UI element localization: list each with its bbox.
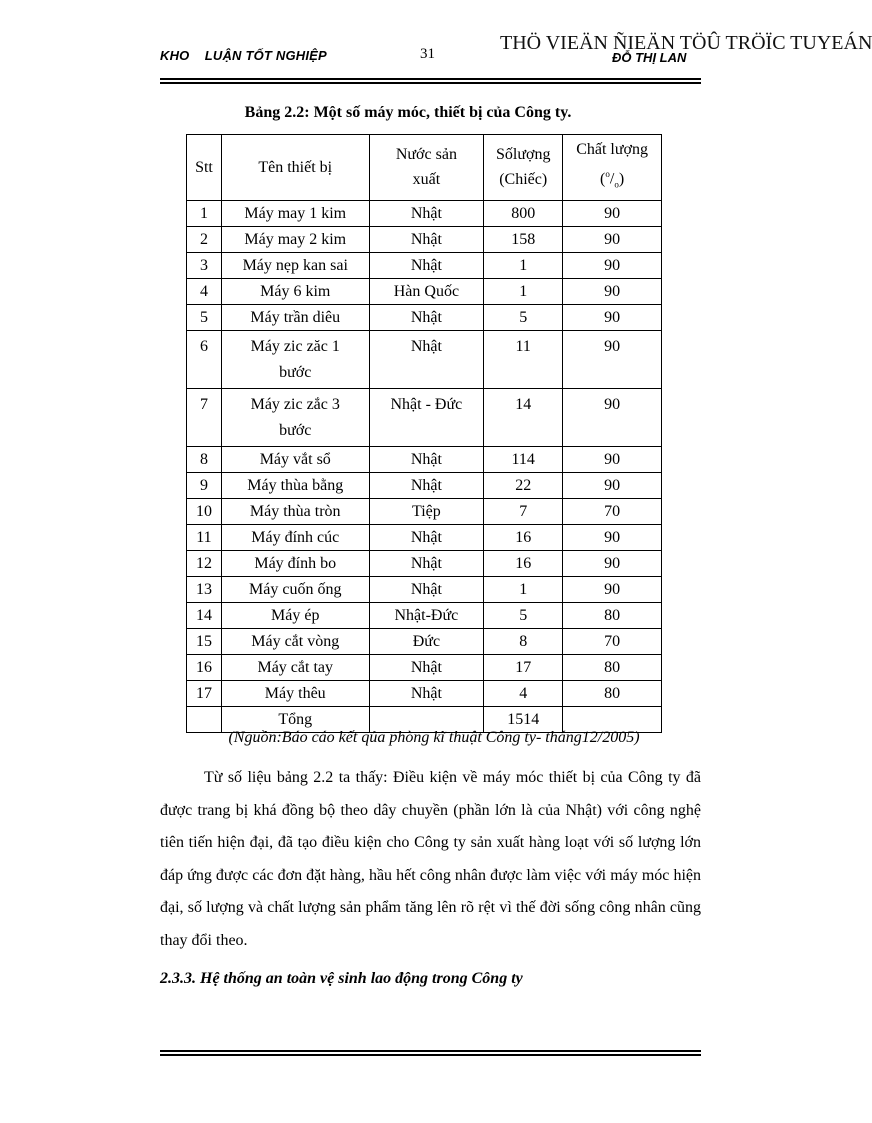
table-row: 8 Máy vắt sổ Nhật 114 90 xyxy=(187,446,662,472)
header-origin: Nước sản xuất xyxy=(369,135,484,201)
body-paragraph: Từ số liệu bảng 2.2 ta thấy: Điều kiện về máy móc thiết bị của Công ty đã được trang bị khá đồng bộ theo dây chuyền (phần lớn là của Nhật) với công nghệ tiên tiến hiện đại, đã tạo điều kiện cho Công ty sản xuất hàng loạt với số lượng lớn đáp ứng được các đơn đặt hàng, hầu hết công nhân được làm việc với máy móc hiện đại, số lượng và chất lượng sản phẩm tăng lên rõ rệt vì thế đời sống công nhân cũng thay đổi theo. xyxy=(160,769,701,949)
header-equipment-name: Tên thiết bị xyxy=(221,135,369,201)
table-caption: Bảng 2.2: Một số máy móc, thiết bị của Công ty. xyxy=(244,104,572,121)
table-row: 3 Máy nẹp kan sai Nhật 1 90 xyxy=(187,252,662,278)
table-header-row xyxy=(187,135,662,201)
section-heading: 2.3.3. Hệ thống an toàn vệ sinh lao động trong Công ty xyxy=(160,970,523,987)
header-thesis-title: KHO LUẬN TỐT NGHIỆP xyxy=(160,48,327,63)
page-number: 31 xyxy=(420,46,435,62)
table-source-note: (Nguồn:Báo cáo kết qủa phòng kĩ thuật Công ty- tháng12/2005) xyxy=(228,729,640,746)
table-row: 17 Máy thêu Nhật 4 80 xyxy=(187,680,662,706)
table-row: 9 Máy thùa bằng Nhật 22 90 xyxy=(187,472,662,498)
header-stt: Stt xyxy=(187,135,222,201)
table-row: 6 Máy zic zăc 1 bước Nhật 11 90 xyxy=(187,330,662,388)
table-row: 1 Máy may 1 kim Nhật 800 90 xyxy=(187,200,662,226)
library-watermark: THÖ VIEÄN ÑIEÄN TÖÛ TRÖÏC TUYEÁN xyxy=(500,32,872,54)
table-row: 7 Máy zic zắc 3 bước Nhật - Đức 14 90 xyxy=(187,388,662,446)
table-row: 12 Máy đính bo Nhật 16 90 xyxy=(187,550,662,576)
table-row: 4 Máy 6 kim Hàn Quốc 1 90 xyxy=(187,278,662,304)
table-total-row: Tổng 1514 xyxy=(187,706,662,732)
table-row: 15 Máy cắt vòng Đức 8 70 xyxy=(187,628,662,654)
equipment-table xyxy=(186,134,662,733)
header-author: ĐỖ THỊ LAN xyxy=(612,50,687,65)
table-row: 10 Máy thùa tròn Tiệp 7 70 xyxy=(187,498,662,524)
table-row: 16 Máy cắt tay Nhật 17 80 xyxy=(187,654,662,680)
table-row: 2 Máy may 2 kim Nhật 158 90 xyxy=(187,226,662,252)
table-row: 14 Máy ép Nhật-Đức 5 80 xyxy=(187,602,662,628)
header-quality: Chất lượng $(^o/_o)$ xyxy=(563,135,662,201)
header-quantity: Sốlượng (Chiếc) xyxy=(484,135,563,201)
table-row: 11 Máy đính cúc Nhật 16 90 xyxy=(187,524,662,550)
footer-rule xyxy=(160,1050,701,1056)
table-row: 13 Máy cuốn ống Nhật 1 90 xyxy=(187,576,662,602)
table-row: 5 Máy trần diêu Nhật 5 90 xyxy=(187,304,662,330)
header-rule xyxy=(160,78,701,84)
